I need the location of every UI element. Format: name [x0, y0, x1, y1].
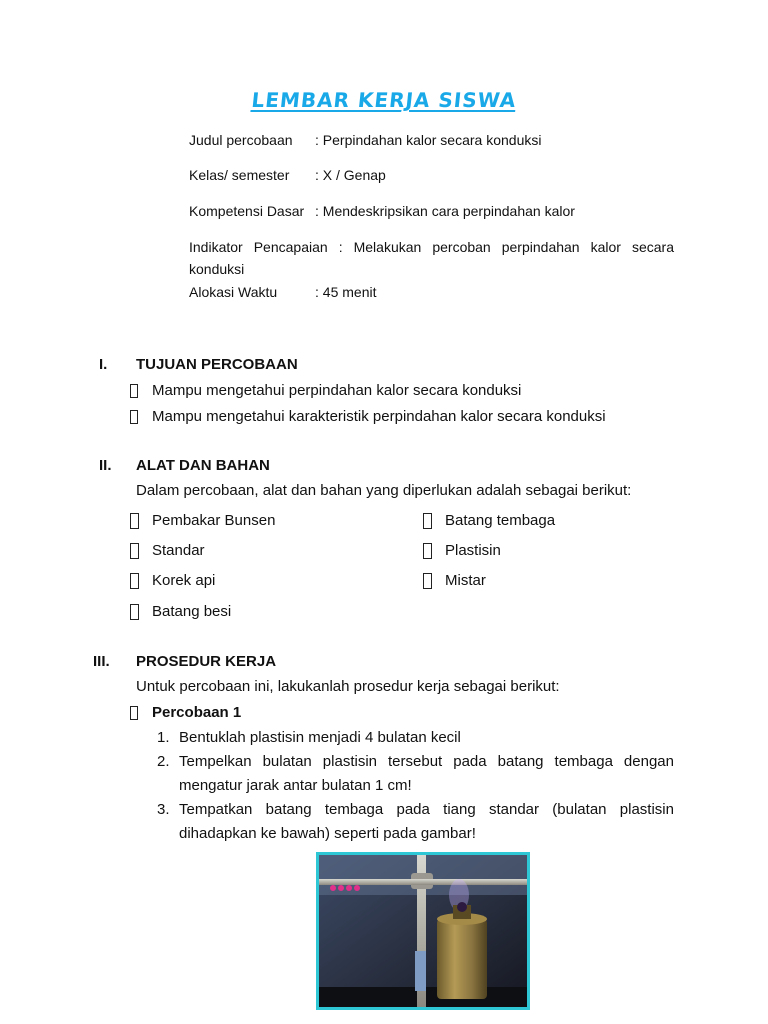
list-item: Korek api — [130, 572, 380, 592]
section-title: TUJUAN PERCOBAAN — [136, 356, 298, 373]
section-title: ALAT DAN BAHAN — [136, 457, 270, 474]
document-title: LEMBAR KERJA SISWA — [250, 88, 518, 112]
apparatus-photo — [316, 852, 530, 1010]
meta-value: : 45 menit — [315, 284, 377, 300]
section-number: I. — [99, 356, 108, 373]
bullet-icon — [130, 410, 138, 424]
list-item: Batang tembaga — [423, 512, 673, 532]
list-item: Mampu mengetahui perpindahan kalor secara konduksi — [130, 382, 690, 402]
sub-heading: Percobaan 1 — [130, 704, 430, 724]
meta-key: Kelas/ semester — [189, 167, 290, 183]
meta-row-kelas — [0, 166, 768, 186]
list-item: Pembakar Bunsen — [130, 512, 380, 532]
procedure-step: 1. Bentuklah plastisin menjadi 4 bulatan kecil — [157, 729, 461, 746]
meta-row-alokasi — [0, 283, 768, 303]
list-item: Mampu mengetahui karakteristik perpindahan kalor secara konduksi — [130, 408, 690, 428]
list-item: Plastisin — [423, 542, 673, 562]
list-item: Batang besi — [130, 603, 380, 623]
bullet-icon — [423, 573, 432, 589]
bullet-icon — [130, 543, 139, 559]
bullet-icon — [130, 384, 138, 398]
bullet-icon — [130, 513, 139, 529]
bullet-icon — [130, 604, 139, 620]
section-number: II. — [99, 457, 112, 474]
section-intro: Dalam percobaan, alat dan bahan yang diperlukan adalah sebagai berikut: — [136, 482, 632, 499]
apparatus-illustration — [319, 855, 527, 1007]
meta-key: Judul percobaan — [189, 132, 293, 148]
meta-value: : Perpindahan kalor secara konduksi — [315, 132, 542, 148]
meta-value: : X / Genap — [315, 167, 386, 183]
section-intro: Untuk percobaan ini, lakukanlah prosedur kerja sebagai berikut: — [136, 678, 560, 695]
meta-indikator: Indikator Pencapaian : Melakukan percoban perpindahan kalor secara konduksi — [189, 239, 674, 277]
meta-row-judul — [0, 131, 768, 151]
bullet-icon — [423, 513, 432, 529]
list-item: Standar — [130, 542, 380, 562]
list-item: Mistar — [423, 572, 673, 592]
bullet-icon — [130, 573, 139, 589]
meta-row-kompetensi — [0, 202, 768, 222]
section-title: PROSEDUR KERJA — [136, 653, 277, 670]
meta-value: : Mendeskripsikan cara perpindahan kalor — [315, 203, 575, 219]
section-number: III. — [93, 653, 110, 670]
meta-key: Alokasi Waktu — [189, 284, 278, 300]
bullet-icon — [423, 543, 432, 559]
bullet-icon — [130, 706, 138, 720]
procedure-step: 2. Tempelkan bulatan plastisin tersebut pada batang tembaga dengan mengatur jarak antar bulatan 1 cm! — [157, 753, 674, 794]
procedure-step: 3. Tempatkan batang tembaga pada tiang standar (bulatan plastisin dihadapkan ke bawah) seperti pada gambar! — [157, 801, 674, 842]
meta-key: Kompetensi Dasar — [189, 203, 305, 219]
